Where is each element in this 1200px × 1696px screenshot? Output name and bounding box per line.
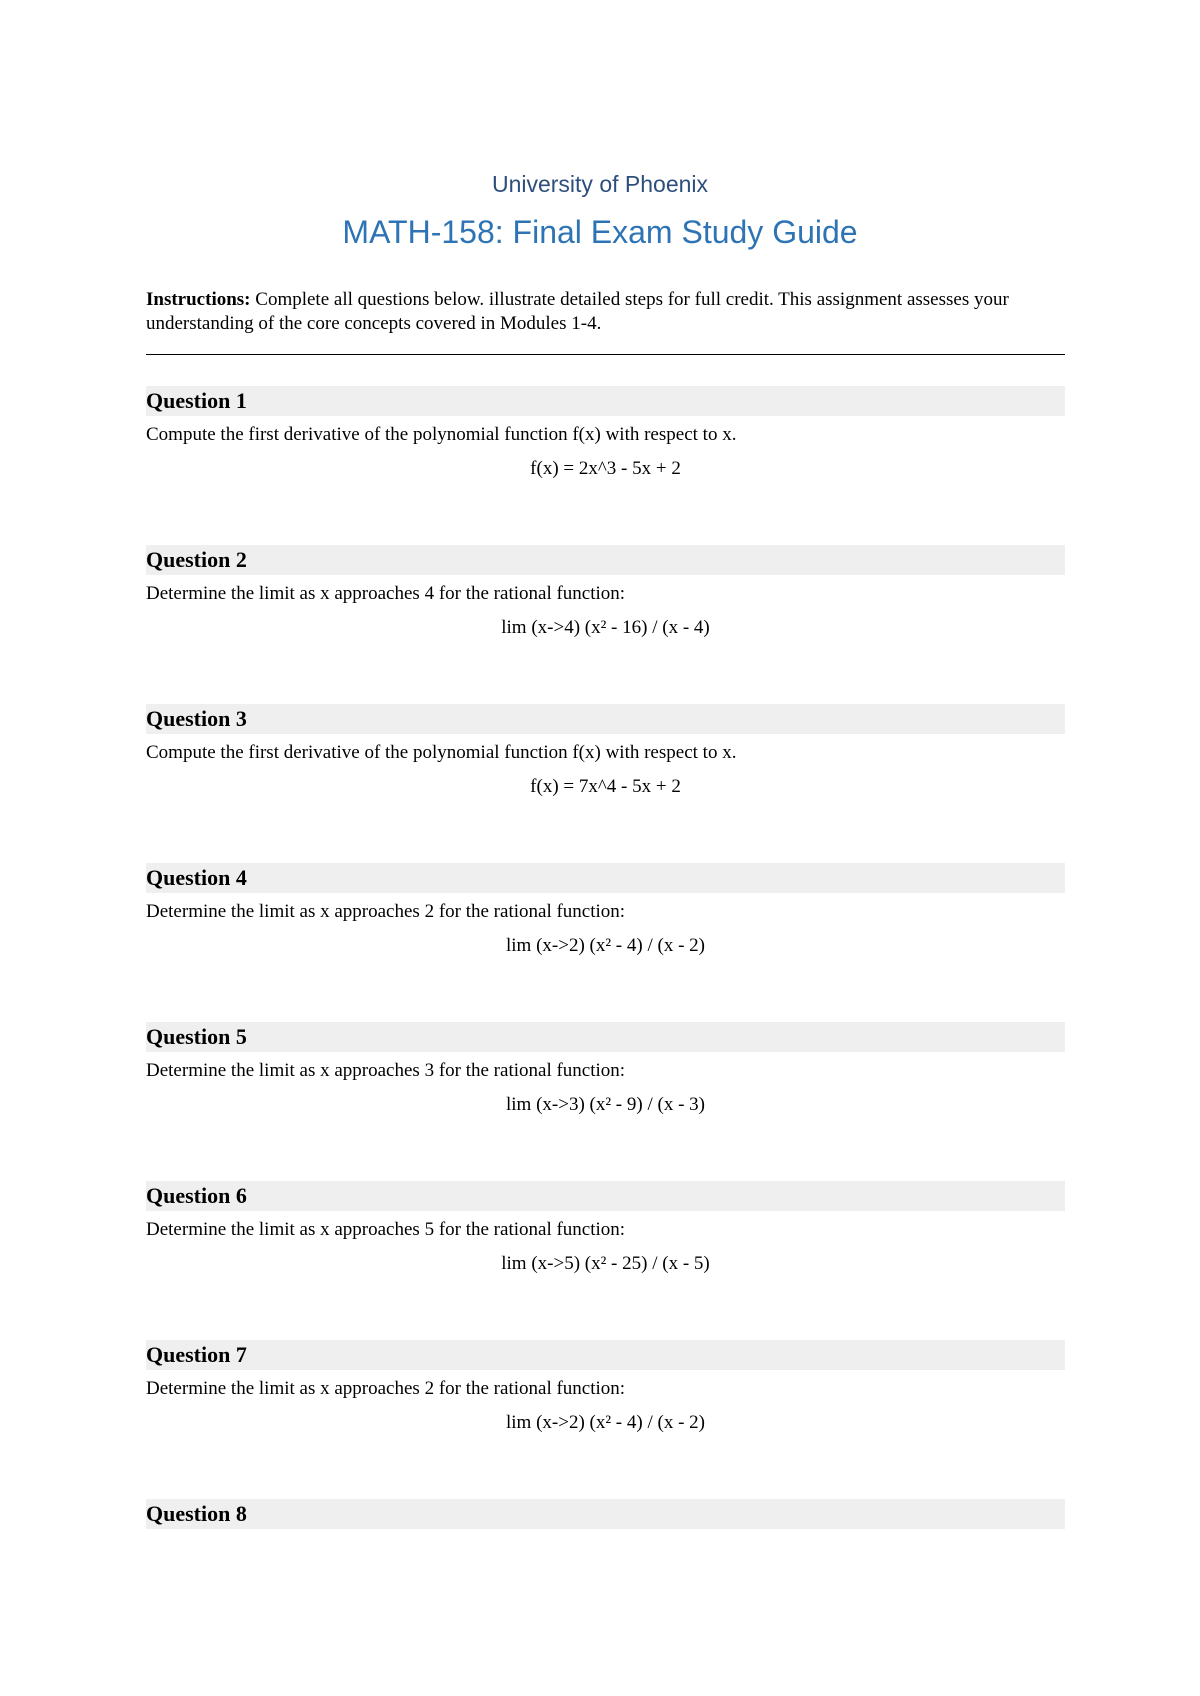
question-header: Question 2 [146,545,1065,575]
question-header: Question 3 [146,704,1065,734]
question-header: Question 1 [146,386,1065,416]
question-header: Question 7 [146,1340,1065,1370]
horizontal-rule [146,354,1065,355]
question-formula: lim (x->2) (x² - 4) / (x - 2) [506,1412,705,1433]
question-1 [146,386,1065,481]
instructions-label: Instructions: [146,289,251,310]
question-header: Question 4 [146,863,1065,893]
question-text: Determine the limit as x approaches 3 for the rational function: [146,1060,626,1081]
question-formula: lim (x->5) (x² - 25) / (x - 5) [501,1253,710,1274]
question-text: Determine the limit as x approaches 4 for the rational function: [146,583,626,604]
question-4 [146,863,1065,958]
question-text: Compute the first derivative of the polynomial function f(x) with respect to x. [146,424,737,445]
document-title: MATH-158: Final Exam Study Guide [342,214,858,250]
question-6 [146,1181,1065,1276]
question-header: Question 6 [146,1181,1065,1211]
instructions [146,288,1066,336]
question-3 [146,704,1065,799]
question-7 [146,1340,1065,1435]
question-text: Determine the limit as x approaches 5 for the rational function: [146,1219,626,1240]
question-formula: lim (x->3) (x² - 9) / (x - 3) [506,1094,705,1115]
question-5 [146,1022,1065,1117]
question-header: Question 5 [146,1022,1065,1052]
instructions-text: Complete all questions below. illustrate detailed steps for full credit. This assignment assesses your understanding of the core concepts covered in Modules 1-4. [146,289,1009,334]
question-text: Determine the limit as x approaches 2 for the rational function: [146,1378,626,1399]
question-formula: f(x) = 2x^3 - 5x + 2 [530,458,681,479]
question-text: Determine the limit as x approaches 2 for the rational function: [146,901,626,922]
question-text: Compute the first derivative of the polynomial function f(x) with respect to x. [146,742,737,763]
question-header: Question 8 [146,1499,1065,1529]
question-formula: lim (x->4) (x² - 16) / (x - 4) [501,617,710,638]
question-formula: lim (x->2) (x² - 4) / (x - 2) [506,935,705,956]
question-formula: f(x) = 7x^4 - 5x + 2 [530,776,681,797]
university-name: University of Phoenix [491,171,709,197]
question-8 [146,1499,1065,1529]
question-2 [146,545,1065,640]
